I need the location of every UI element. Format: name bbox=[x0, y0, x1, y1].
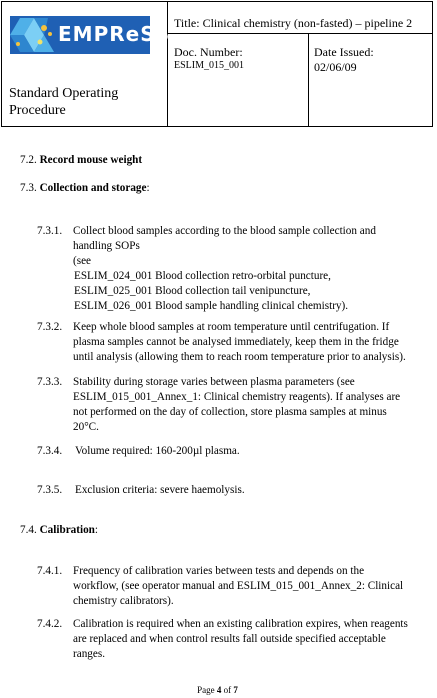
text-line: ESLIM_015_001_Annex_1: Clinical chemistry reagents). If analyses are bbox=[73, 391, 401, 403]
item-number: 7.4.2. bbox=[37, 618, 63, 630]
text-line: Collect blood samples according to the blood sample collection and bbox=[73, 225, 376, 237]
title-cell bbox=[168, 2, 432, 34]
item-number: 7.3.4. bbox=[37, 445, 63, 457]
section-suffix: : bbox=[146, 182, 150, 194]
text-line: (see bbox=[73, 255, 92, 267]
doc-number-value: ESLIM_015_001 bbox=[174, 60, 244, 71]
item-7-4-2 bbox=[73, 617, 435, 662]
document-title: Title: Clinical chemistry (non-fasted) – pipeline 2 bbox=[174, 16, 413, 30]
text-line: 20°C. bbox=[73, 421, 99, 433]
date-issued-label: Date Issued: bbox=[314, 45, 374, 59]
text-line: ranges. bbox=[73, 648, 105, 660]
item-number: 7.3.3. bbox=[37, 376, 63, 388]
page-number: 4 bbox=[216, 685, 222, 695]
page-footer bbox=[0, 685, 435, 695]
text-line: Exclusion criteria: severe haemolysis. bbox=[75, 484, 245, 496]
text-line: until analysis (allowing them to reach room temperature prior to analysis). bbox=[73, 351, 406, 363]
text-line: handling SOPs bbox=[73, 240, 140, 252]
text-line: ESLIM_025_001 Blood collection tail venipuncture, bbox=[74, 285, 311, 297]
section-suffix: : bbox=[94, 524, 99, 536]
text-line: Frequency of calibration varies between tests and depends on the bbox=[73, 565, 365, 577]
item-7-3-4 bbox=[75, 444, 437, 459]
page-word: Page bbox=[197, 685, 215, 695]
section-7-4 bbox=[20, 523, 98, 537]
text-line: plasma samples cannot be analysed immediately, keep them in the fridge bbox=[73, 336, 399, 348]
date-issued-cell bbox=[309, 34, 432, 126]
logo-cell bbox=[2, 2, 171, 126]
item-7-3-2 bbox=[73, 320, 435, 365]
text-line: not performed on the day of collection, store plasma samples at minus bbox=[73, 406, 387, 418]
section-7-3 bbox=[20, 181, 150, 195]
section-title: Record mouse weight bbox=[39, 154, 143, 166]
text-line: ESLIM_024_001 Blood collection retro-orbital puncture, bbox=[74, 270, 331, 282]
text-line: Keep whole blood samples at room temperature until centrifugation. If bbox=[73, 321, 390, 333]
text-line: workflow, (see operator manual and ESLIM_015_001_Annex_2: Clinical bbox=[73, 580, 404, 592]
text-line: ESLIM_026_001 Blood sample handling clinical chemistry). bbox=[74, 300, 349, 312]
text-line: chemistry calibrators). bbox=[73, 595, 174, 607]
text-line: Stability during storage varies between plasma parameters (see bbox=[73, 376, 355, 388]
section-number: 7.4. bbox=[20, 524, 37, 536]
page-total: 7 bbox=[233, 685, 238, 695]
text-line: Volume required: 160-200µl plasma. bbox=[75, 445, 240, 457]
item-7-3-5 bbox=[75, 483, 437, 498]
sop-label: Standard Operating Procedure bbox=[9, 86, 119, 118]
section-7-2 bbox=[20, 153, 142, 167]
section-title: Collection and storage bbox=[39, 182, 147, 194]
logo-text: EMPReSS bbox=[58, 22, 171, 46]
section-number: 7.2. bbox=[20, 154, 37, 166]
item-number: 7.3.2. bbox=[37, 321, 63, 333]
item-7-3-3 bbox=[73, 375, 435, 435]
item-7-3-1 bbox=[73, 224, 435, 314]
document-header bbox=[1, 1, 433, 127]
item-7-4-1 bbox=[73, 564, 435, 609]
text-line: are replaced and when control results fall outside specified acceptable bbox=[73, 633, 386, 645]
section-number: 7.3. bbox=[20, 182, 37, 194]
of-word: of bbox=[223, 685, 232, 695]
section-title: Calibration bbox=[39, 524, 95, 536]
item-number: 7.4.1. bbox=[37, 565, 63, 577]
item-number: 7.3.5. bbox=[37, 484, 63, 496]
date-issued-value: 02/06/09 bbox=[314, 60, 357, 74]
doc-number-cell bbox=[168, 34, 309, 126]
empress-logo bbox=[10, 16, 171, 54]
item-number: 7.3.1. bbox=[37, 225, 63, 237]
doc-number-label: Doc. Number: bbox=[174, 45, 243, 59]
text-line: Calibration is required when an existing calibration expires, when reagents bbox=[73, 618, 408, 630]
